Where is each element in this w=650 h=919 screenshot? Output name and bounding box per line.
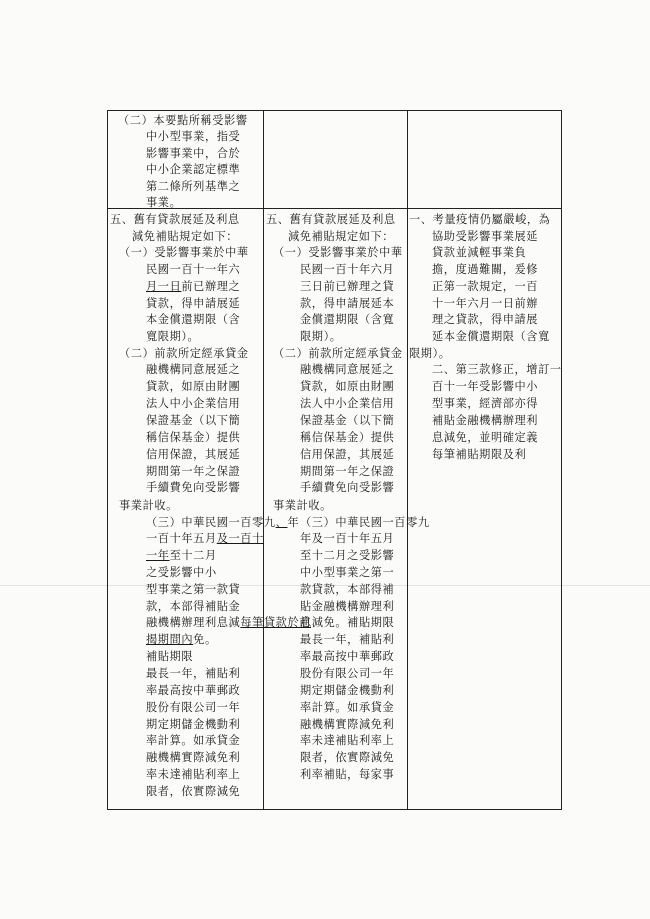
text-line (146, 615, 311, 630)
text-line: 五、舊有貸款展延及利息 (110, 213, 240, 226)
text-line: 影響事業中，合於 (146, 147, 241, 160)
text-line: 手續費免向受影響 (146, 481, 241, 494)
text-line: 減免補貼規定如下： (132, 230, 239, 243)
text-line: 率最高按中華郵政 (146, 684, 241, 697)
text-line: 手續費免向受影響 (300, 481, 395, 494)
text-line: （一）受影響事業於中華 (119, 246, 249, 259)
underlined-text: 、 (275, 516, 288, 529)
text-line: 率計算。如承貸金 (146, 734, 241, 747)
text-line: 期間第一年之保證 (300, 465, 395, 478)
text-line: 中小型事業，指受 (146, 130, 241, 143)
text-line: 型事業，經濟部亦得 (432, 397, 539, 410)
text-line: 息減免，並明確定義 (432, 431, 539, 444)
text-fragment: 至十二月 (169, 549, 217, 562)
underlined-text: 及一百十 (216, 532, 264, 545)
text-line: 限期）。 (300, 330, 342, 343)
text-line: 貸款，如原由財團 (146, 380, 241, 393)
text-line: 率計算。如承貸金 (300, 701, 395, 714)
text-fragment: （三）中華民國一百零九 (146, 516, 276, 529)
text-line: 寬限期）。 (146, 330, 200, 343)
text-line: 年及一百十年五月 (300, 532, 395, 545)
text-line: 民國一百十年六月 (300, 263, 395, 276)
text-line: 融機構實際減免利 (146, 751, 241, 764)
text-line: 百十一年受影響中小 (432, 380, 539, 393)
text-line: 每筆補貼期限及利 (432, 448, 527, 461)
text-line: 三日前已辦理之貸 (300, 280, 395, 293)
text-line: （二）前款所定經承貸金 (273, 347, 403, 360)
text-line: 之受影響中小 (146, 566, 217, 579)
text-line: （二）前款所定經承貸金 (119, 347, 249, 360)
text-line: 期定期儲金機動利 (146, 718, 241, 731)
text-line: 補貼金融機構辦理利 (432, 414, 539, 427)
text-line: 保證基金（以下簡 (300, 414, 395, 427)
text-line: 第二條所列基準之 (146, 180, 241, 193)
underlined-text: 月一日 (146, 280, 182, 293)
text-line (146, 279, 240, 294)
text-line: 保證基金（以下簡 (146, 414, 241, 427)
column-divider-1 (263, 110, 264, 810)
text-line: 貸款，得申請展延 (146, 297, 241, 310)
text-line: 融機構實際減免利 (300, 718, 395, 731)
text-line: 民國一百十一年六 (146, 263, 241, 276)
text-line: 信用保證，其展延 (146, 448, 241, 461)
text-line: 金償還期限（含寬 (300, 313, 395, 326)
text-line: 事業計收。 (273, 499, 332, 512)
text-fragment: 年 (287, 516, 300, 529)
text-line: 十一年六月一日前辦 (432, 297, 539, 310)
text-line (146, 531, 264, 546)
text-line: （三）中華民國一百零九 (300, 516, 430, 529)
text-line: 限者，依實際減免 (146, 785, 241, 798)
underlined-text: 揭期間內 (146, 633, 194, 646)
text-line: 款，本部得補貼金 (146, 600, 241, 613)
text-line: 至十二月之受影響 (300, 549, 395, 562)
text-line: 事業。 (146, 196, 182, 209)
text-line: （一）受影響事業於中華 (273, 246, 403, 259)
text-line: 利率補貼，每家事 (300, 768, 395, 781)
text-line: 限者，依實際減免 (300, 751, 395, 764)
text-line: 本金償還期限（含 (146, 313, 241, 326)
text-line: 中小型事業之第一 (300, 566, 395, 579)
text-line: 率未達補貼利率上 (146, 768, 241, 781)
text-line: 最長一年，補貼利 (146, 667, 241, 680)
text-line: 減免補貼規定如下： (288, 230, 395, 243)
text-line: 型事業之第一款貸 (146, 583, 241, 596)
text-line: 信用保證，其展延 (300, 448, 395, 461)
text-line: 息減免。補貼期限 (300, 616, 395, 629)
text-line: 率未達補貼利率上 (300, 734, 395, 747)
text-line (146, 548, 217, 563)
text-line: 正第一款規定，一百 (432, 280, 539, 293)
text-line: 期間第一年之保證 (146, 465, 241, 478)
text-line: 期定期儲金機動利 (300, 684, 395, 697)
text-line: 法人中小企業信用 (300, 397, 395, 410)
text-line (146, 515, 299, 530)
text-line: （二）本要點所稱受影響 (118, 114, 248, 127)
text-line: 款，得申請展延本 (300, 297, 395, 310)
text-line: 二、第三款修正，增訂一 (432, 363, 562, 376)
text-line: 補貼期限 (146, 650, 194, 663)
text-line: 中小企業認定標準 (146, 163, 241, 176)
text-line: 延本金償還期限（含寬 (432, 330, 550, 343)
column-divider-2 (407, 110, 408, 810)
text-line: 稱信保基金）提供 (146, 431, 241, 444)
text-line (146, 632, 217, 647)
text-line: 稱信保基金）提供 (300, 431, 395, 444)
text-line: 融機構同意展延之 (146, 363, 241, 376)
text-line: 款貸款，本部得補 (300, 583, 395, 596)
text-fragment: 融機構辦理利息減 (146, 616, 241, 629)
underlined-text: 每筆貸款於前 (240, 616, 312, 629)
text-line: 貸款並減輕事業負 (432, 246, 527, 259)
text-line: 貸款，如原由財團 (300, 380, 395, 393)
text-line: 法人中小企業信用 (146, 397, 241, 410)
text-fragment: 前已辦理之 (181, 280, 241, 293)
text-line: 事業計收。 (119, 499, 178, 512)
text-line: 理之貸款，得申請展 (432, 313, 539, 326)
text-line: 限期）。 (409, 347, 451, 360)
underlined-text: 一年 (146, 549, 170, 562)
text-line: 股份有限公司一年 (146, 701, 241, 714)
text-line: 貼金融機構辦理利 (300, 600, 395, 613)
text-line: 協助受影響事業展延 (432, 230, 539, 243)
text-line: 最長一年，補貼利 (300, 633, 395, 646)
text-line: 率最高按中華郵政 (300, 650, 395, 663)
text-line: 融機構同意展延之 (300, 363, 395, 376)
text-line: 股份有限公司一年 (300, 667, 395, 680)
text-line: 一、考量疫情仍屬嚴峻，為 (409, 213, 551, 226)
text-line: 五、舊有貸款展延及利息 (266, 213, 396, 226)
text-line: 擔，度過難關，爰修 (432, 263, 539, 276)
text-fragment: 一百十年五月 (146, 532, 217, 545)
text-fragment: 免。 (193, 633, 217, 646)
